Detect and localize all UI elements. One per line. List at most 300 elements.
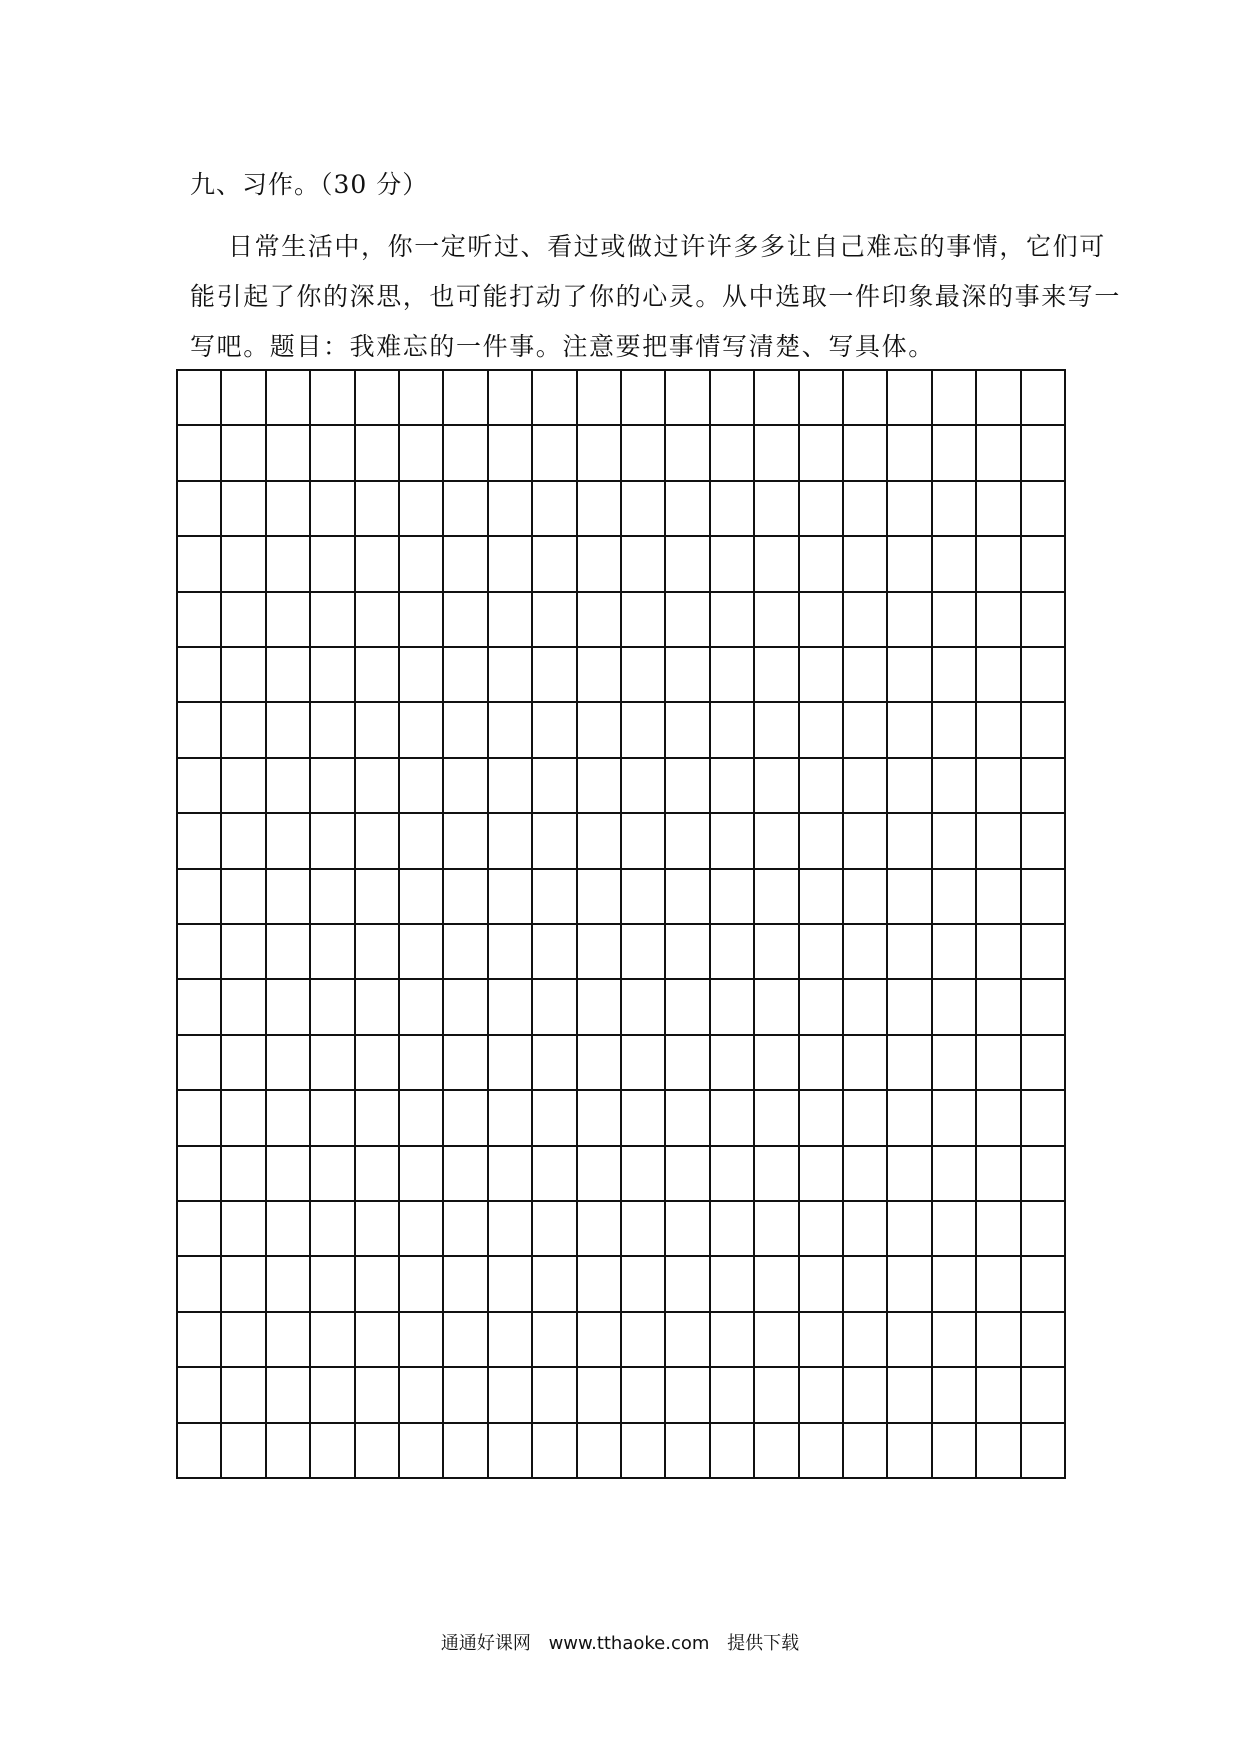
grid-cell[interactable]	[933, 1202, 977, 1257]
grid-cell[interactable]	[267, 1202, 311, 1257]
grid-cell[interactable]	[622, 1036, 666, 1091]
grid-cell[interactable]	[400, 593, 444, 648]
grid-cell[interactable]	[267, 1313, 311, 1368]
grid-cell[interactable]	[977, 593, 1021, 648]
grid-cell[interactable]	[400, 1257, 444, 1312]
grid-cell[interactable]	[844, 1313, 888, 1368]
grid-cell[interactable]	[444, 925, 488, 980]
grid-cell[interactable]	[222, 814, 266, 869]
grid-cell[interactable]	[933, 1313, 977, 1368]
grid-cell[interactable]	[311, 1202, 355, 1257]
grid-cell[interactable]	[400, 1091, 444, 1146]
grid-cell[interactable]	[844, 1257, 888, 1312]
grid-cell[interactable]	[533, 593, 577, 648]
grid-cell[interactable]	[222, 371, 266, 426]
grid-cell[interactable]	[267, 1368, 311, 1423]
grid-cell[interactable]	[666, 648, 710, 703]
grid-cell[interactable]	[444, 703, 488, 758]
grid-cell[interactable]	[178, 537, 222, 592]
grid-cell[interactable]	[444, 371, 488, 426]
grid-cell[interactable]	[666, 980, 710, 1035]
grid-cell[interactable]	[444, 482, 488, 537]
grid-cell[interactable]	[711, 482, 755, 537]
grid-cell[interactable]	[533, 1424, 577, 1479]
grid-cell[interactable]	[977, 537, 1021, 592]
grid-cell[interactable]	[400, 1202, 444, 1257]
grid-cell[interactable]	[755, 1091, 799, 1146]
grid-cell[interactable]	[578, 537, 622, 592]
grid-cell[interactable]	[400, 814, 444, 869]
grid-cell[interactable]	[711, 1313, 755, 1368]
grid-cell[interactable]	[622, 371, 666, 426]
grid-cell[interactable]	[888, 1147, 932, 1202]
grid-cell[interactable]	[800, 1424, 844, 1479]
grid-cell[interactable]	[444, 870, 488, 925]
grid-cell[interactable]	[755, 980, 799, 1035]
grid-cell[interactable]	[178, 648, 222, 703]
grid-cell[interactable]	[578, 482, 622, 537]
grid-cell[interactable]	[356, 703, 400, 758]
grid-cell[interactable]	[222, 1257, 266, 1312]
grid-cell[interactable]	[1022, 371, 1066, 426]
grid-cell[interactable]	[800, 371, 844, 426]
grid-cell[interactable]	[489, 1091, 533, 1146]
grid-cell[interactable]	[666, 1091, 710, 1146]
grid-cell[interactable]	[267, 537, 311, 592]
grid-cell[interactable]	[489, 537, 533, 592]
grid-cell[interactable]	[178, 759, 222, 814]
grid-cell[interactable]	[267, 648, 311, 703]
grid-cell[interactable]	[222, 870, 266, 925]
grid-cell[interactable]	[533, 426, 577, 481]
grid-cell[interactable]	[267, 759, 311, 814]
grid-cell[interactable]	[444, 1036, 488, 1091]
grid-cell[interactable]	[400, 925, 444, 980]
grid-cell[interactable]	[311, 648, 355, 703]
grid-cell[interactable]	[1022, 482, 1066, 537]
grid-cell[interactable]	[222, 537, 266, 592]
grid-cell[interactable]	[977, 1036, 1021, 1091]
grid-cell[interactable]	[400, 648, 444, 703]
grid-cell[interactable]	[178, 371, 222, 426]
grid-cell[interactable]	[533, 1202, 577, 1257]
grid-cell[interactable]	[977, 371, 1021, 426]
grid-cell[interactable]	[356, 980, 400, 1035]
grid-cell[interactable]	[267, 1036, 311, 1091]
grid-cell[interactable]	[222, 593, 266, 648]
grid-cell[interactable]	[356, 759, 400, 814]
grid-cell[interactable]	[178, 925, 222, 980]
grid-cell[interactable]	[711, 1424, 755, 1479]
grid-cell[interactable]	[533, 1147, 577, 1202]
grid-cell[interactable]	[311, 1257, 355, 1312]
grid-cell[interactable]	[755, 870, 799, 925]
grid-cell[interactable]	[622, 980, 666, 1035]
grid-cell[interactable]	[977, 1313, 1021, 1368]
grid-cell[interactable]	[800, 593, 844, 648]
grid-cell[interactable]	[356, 593, 400, 648]
grid-cell[interactable]	[578, 703, 622, 758]
grid-cell[interactable]	[711, 648, 755, 703]
grid-cell[interactable]	[311, 1424, 355, 1479]
grid-cell[interactable]	[1022, 1091, 1066, 1146]
grid-cell[interactable]	[1022, 980, 1066, 1035]
grid-cell[interactable]	[888, 1368, 932, 1423]
grid-cell[interactable]	[755, 814, 799, 869]
grid-cell[interactable]	[666, 1036, 710, 1091]
grid-cell[interactable]	[578, 870, 622, 925]
grid-cell[interactable]	[578, 648, 622, 703]
grid-cell[interactable]	[222, 1147, 266, 1202]
grid-cell[interactable]	[977, 870, 1021, 925]
grid-cell[interactable]	[755, 593, 799, 648]
grid-cell[interactable]	[933, 1257, 977, 1312]
footer-url[interactable]: www.tthaoke.com	[548, 1633, 710, 1654]
grid-cell[interactable]	[400, 980, 444, 1035]
grid-cell[interactable]	[755, 482, 799, 537]
grid-cell[interactable]	[666, 759, 710, 814]
grid-cell[interactable]	[622, 593, 666, 648]
grid-cell[interactable]	[533, 371, 577, 426]
grid-cell[interactable]	[178, 1091, 222, 1146]
grid-cell[interactable]	[888, 925, 932, 980]
grid-cell[interactable]	[311, 371, 355, 426]
grid-cell[interactable]	[888, 482, 932, 537]
grid-cell[interactable]	[711, 1257, 755, 1312]
grid-cell[interactable]	[222, 1036, 266, 1091]
grid-cell[interactable]	[489, 703, 533, 758]
grid-cell[interactable]	[800, 1313, 844, 1368]
grid-cell[interactable]	[844, 593, 888, 648]
grid-cell[interactable]	[933, 537, 977, 592]
grid-cell[interactable]	[800, 1368, 844, 1423]
grid-cell[interactable]	[311, 482, 355, 537]
grid-cell[interactable]	[666, 482, 710, 537]
grid-cell[interactable]	[578, 1091, 622, 1146]
grid-cell[interactable]	[977, 925, 1021, 980]
grid-cell[interactable]	[977, 1091, 1021, 1146]
grid-cell[interactable]	[800, 1091, 844, 1146]
grid-cell[interactable]	[444, 593, 488, 648]
grid-cell[interactable]	[977, 482, 1021, 537]
grid-cell[interactable]	[844, 482, 888, 537]
grid-cell[interactable]	[444, 1202, 488, 1257]
grid-cell[interactable]	[711, 1202, 755, 1257]
grid-cell[interactable]	[489, 1036, 533, 1091]
grid-cell[interactable]	[178, 870, 222, 925]
grid-cell[interactable]	[178, 1424, 222, 1479]
grid-cell[interactable]	[533, 1036, 577, 1091]
grid-cell[interactable]	[711, 426, 755, 481]
grid-cell[interactable]	[800, 759, 844, 814]
grid-cell[interactable]	[489, 1424, 533, 1479]
grid-cell[interactable]	[888, 1202, 932, 1257]
grid-cell[interactable]	[755, 426, 799, 481]
grid-cell[interactable]	[311, 759, 355, 814]
grid-cell[interactable]	[356, 482, 400, 537]
grid-cell[interactable]	[533, 925, 577, 980]
grid-cell[interactable]	[1022, 593, 1066, 648]
grid-cell[interactable]	[977, 1257, 1021, 1312]
grid-cell[interactable]	[888, 1036, 932, 1091]
grid-cell[interactable]	[533, 980, 577, 1035]
grid-cell[interactable]	[1022, 426, 1066, 481]
grid-cell[interactable]	[444, 759, 488, 814]
grid-cell[interactable]	[267, 371, 311, 426]
grid-cell[interactable]	[1022, 925, 1066, 980]
grid-cell[interactable]	[533, 814, 577, 869]
grid-cell[interactable]	[844, 980, 888, 1035]
grid-cell[interactable]	[489, 870, 533, 925]
grid-cell[interactable]	[267, 870, 311, 925]
grid-cell[interactable]	[844, 1091, 888, 1146]
grid-cell[interactable]	[888, 426, 932, 481]
grid-cell[interactable]	[755, 648, 799, 703]
grid-cell[interactable]	[489, 1257, 533, 1312]
grid-cell[interactable]	[311, 426, 355, 481]
grid-cell[interactable]	[533, 1368, 577, 1423]
grid-cell[interactable]	[666, 814, 710, 869]
grid-cell[interactable]	[222, 1424, 266, 1479]
grid-cell[interactable]	[800, 1147, 844, 1202]
grid-cell[interactable]	[178, 1313, 222, 1368]
grid-cell[interactable]	[267, 980, 311, 1035]
grid-cell[interactable]	[933, 426, 977, 481]
grid-cell[interactable]	[933, 482, 977, 537]
grid-cell[interactable]	[444, 980, 488, 1035]
grid-cell[interactable]	[578, 1202, 622, 1257]
grid-cell[interactable]	[578, 1147, 622, 1202]
grid-cell[interactable]	[311, 537, 355, 592]
grid-cell[interactable]	[800, 925, 844, 980]
grid-cell[interactable]	[222, 980, 266, 1035]
grid-cell[interactable]	[400, 482, 444, 537]
grid-cell[interactable]	[888, 703, 932, 758]
grid-cell[interactable]	[578, 1257, 622, 1312]
grid-cell[interactable]	[489, 925, 533, 980]
grid-cell[interactable]	[400, 1036, 444, 1091]
grid-cell[interactable]	[356, 1036, 400, 1091]
grid-cell[interactable]	[622, 814, 666, 869]
grid-cell[interactable]	[622, 925, 666, 980]
grid-cell[interactable]	[489, 1368, 533, 1423]
grid-cell[interactable]	[711, 870, 755, 925]
grid-cell[interactable]	[844, 870, 888, 925]
grid-cell[interactable]	[400, 870, 444, 925]
grid-cell[interactable]	[800, 1257, 844, 1312]
grid-cell[interactable]	[844, 814, 888, 869]
grid-cell[interactable]	[400, 537, 444, 592]
grid-cell[interactable]	[888, 1091, 932, 1146]
grid-cell[interactable]	[578, 593, 622, 648]
grid-cell[interactable]	[1022, 1313, 1066, 1368]
grid-cell[interactable]	[755, 1036, 799, 1091]
grid-cell[interactable]	[800, 814, 844, 869]
grid-cell[interactable]	[311, 925, 355, 980]
grid-cell[interactable]	[489, 1202, 533, 1257]
grid-cell[interactable]	[400, 1424, 444, 1479]
grid-cell[interactable]	[844, 759, 888, 814]
grid-cell[interactable]	[711, 593, 755, 648]
grid-cell[interactable]	[444, 1257, 488, 1312]
grid-cell[interactable]	[844, 1368, 888, 1423]
grid-cell[interactable]	[178, 1036, 222, 1091]
grid-cell[interactable]	[933, 1368, 977, 1423]
grid-cell[interactable]	[933, 1091, 977, 1146]
grid-cell[interactable]	[666, 593, 710, 648]
grid-cell[interactable]	[356, 1368, 400, 1423]
grid-cell[interactable]	[222, 925, 266, 980]
grid-cell[interactable]	[1022, 759, 1066, 814]
grid-cell[interactable]	[622, 482, 666, 537]
grid-cell[interactable]	[844, 426, 888, 481]
grid-cell[interactable]	[178, 426, 222, 481]
grid-cell[interactable]	[444, 1147, 488, 1202]
grid-cell[interactable]	[755, 925, 799, 980]
grid-cell[interactable]	[844, 703, 888, 758]
grid-cell[interactable]	[711, 1368, 755, 1423]
grid-cell[interactable]	[755, 703, 799, 758]
grid-cell[interactable]	[1022, 1202, 1066, 1257]
grid-cell[interactable]	[356, 1424, 400, 1479]
grid-cell[interactable]	[800, 482, 844, 537]
grid-cell[interactable]	[666, 1257, 710, 1312]
grid-cell[interactable]	[178, 703, 222, 758]
grid-cell[interactable]	[666, 1202, 710, 1257]
grid-cell[interactable]	[444, 1368, 488, 1423]
grid-cell[interactable]	[444, 814, 488, 869]
grid-cell[interactable]	[267, 1257, 311, 1312]
grid-cell[interactable]	[755, 537, 799, 592]
grid-cell[interactable]	[933, 1147, 977, 1202]
grid-cell[interactable]	[400, 1313, 444, 1368]
grid-cell[interactable]	[356, 537, 400, 592]
grid-cell[interactable]	[933, 870, 977, 925]
grid-cell[interactable]	[666, 1313, 710, 1368]
grid-cell[interactable]	[578, 925, 622, 980]
grid-cell[interactable]	[489, 648, 533, 703]
grid-cell[interactable]	[267, 1091, 311, 1146]
grid-cell[interactable]	[489, 426, 533, 481]
grid-cell[interactable]	[755, 1368, 799, 1423]
grid-cell[interactable]	[311, 593, 355, 648]
grid-cell[interactable]	[666, 1147, 710, 1202]
grid-cell[interactable]	[622, 426, 666, 481]
grid-cell[interactable]	[933, 814, 977, 869]
grid-cell[interactable]	[356, 1091, 400, 1146]
grid-cell[interactable]	[578, 980, 622, 1035]
grid-cell[interactable]	[489, 1147, 533, 1202]
grid-cell[interactable]	[666, 870, 710, 925]
grid-cell[interactable]	[311, 1313, 355, 1368]
grid-cell[interactable]	[800, 426, 844, 481]
grid-cell[interactable]	[311, 703, 355, 758]
grid-cell[interactable]	[311, 980, 355, 1035]
grid-cell[interactable]	[888, 537, 932, 592]
grid-cell[interactable]	[267, 1147, 311, 1202]
grid-cell[interactable]	[888, 1257, 932, 1312]
grid-cell[interactable]	[533, 1257, 577, 1312]
grid-cell[interactable]	[1022, 870, 1066, 925]
grid-cell[interactable]	[1022, 648, 1066, 703]
grid-cell[interactable]	[1022, 537, 1066, 592]
grid-cell[interactable]	[578, 1036, 622, 1091]
grid-cell[interactable]	[444, 426, 488, 481]
grid-cell[interactable]	[311, 1368, 355, 1423]
grid-cell[interactable]	[800, 870, 844, 925]
grid-cell[interactable]	[267, 703, 311, 758]
grid-cell[interactable]	[311, 1036, 355, 1091]
grid-cell[interactable]	[933, 759, 977, 814]
grid-cell[interactable]	[888, 593, 932, 648]
grid-cell[interactable]	[1022, 1368, 1066, 1423]
grid-cell[interactable]	[844, 1036, 888, 1091]
grid-cell[interactable]	[267, 593, 311, 648]
grid-cell[interactable]	[755, 371, 799, 426]
grid-cell[interactable]	[800, 980, 844, 1035]
grid-cell[interactable]	[578, 1424, 622, 1479]
grid-cell[interactable]	[356, 371, 400, 426]
grid-cell[interactable]	[711, 1091, 755, 1146]
grid-cell[interactable]	[622, 1091, 666, 1146]
grid-cell[interactable]	[578, 1368, 622, 1423]
grid-cell[interactable]	[444, 1091, 488, 1146]
grid-cell[interactable]	[222, 482, 266, 537]
grid-cell[interactable]	[977, 426, 1021, 481]
grid-cell[interactable]	[178, 980, 222, 1035]
grid-cell[interactable]	[933, 703, 977, 758]
grid-cell[interactable]	[267, 925, 311, 980]
grid-cell[interactable]	[888, 759, 932, 814]
grid-cell[interactable]	[578, 759, 622, 814]
grid-cell[interactable]	[400, 759, 444, 814]
grid-cell[interactable]	[888, 1424, 932, 1479]
grid-cell[interactable]	[933, 648, 977, 703]
grid-cell[interactable]	[622, 1147, 666, 1202]
grid-cell[interactable]	[356, 426, 400, 481]
grid-cell[interactable]	[622, 870, 666, 925]
grid-cell[interactable]	[178, 814, 222, 869]
grid-cell[interactable]	[178, 1147, 222, 1202]
grid-cell[interactable]	[400, 703, 444, 758]
grid-cell[interactable]	[977, 1147, 1021, 1202]
grid-cell[interactable]	[977, 814, 1021, 869]
grid-cell[interactable]	[888, 980, 932, 1035]
grid-cell[interactable]	[578, 371, 622, 426]
grid-cell[interactable]	[755, 1147, 799, 1202]
grid-cell[interactable]	[267, 814, 311, 869]
grid-cell[interactable]	[977, 648, 1021, 703]
grid-cell[interactable]	[1022, 814, 1066, 869]
grid-cell[interactable]	[711, 1147, 755, 1202]
grid-cell[interactable]	[622, 537, 666, 592]
grid-cell[interactable]	[977, 1368, 1021, 1423]
grid-cell[interactable]	[222, 1313, 266, 1368]
grid-cell[interactable]	[489, 759, 533, 814]
grid-cell[interactable]	[178, 593, 222, 648]
grid-cell[interactable]	[1022, 1257, 1066, 1312]
grid-cell[interactable]	[755, 1202, 799, 1257]
grid-cell[interactable]	[222, 703, 266, 758]
grid-cell[interactable]	[489, 980, 533, 1035]
grid-cell[interactable]	[533, 482, 577, 537]
grid-cell[interactable]	[489, 1313, 533, 1368]
grid-cell[interactable]	[178, 1368, 222, 1423]
grid-cell[interactable]	[844, 1147, 888, 1202]
grid-cell[interactable]	[311, 1147, 355, 1202]
grid-cell[interactable]	[267, 426, 311, 481]
grid-cell[interactable]	[489, 482, 533, 537]
